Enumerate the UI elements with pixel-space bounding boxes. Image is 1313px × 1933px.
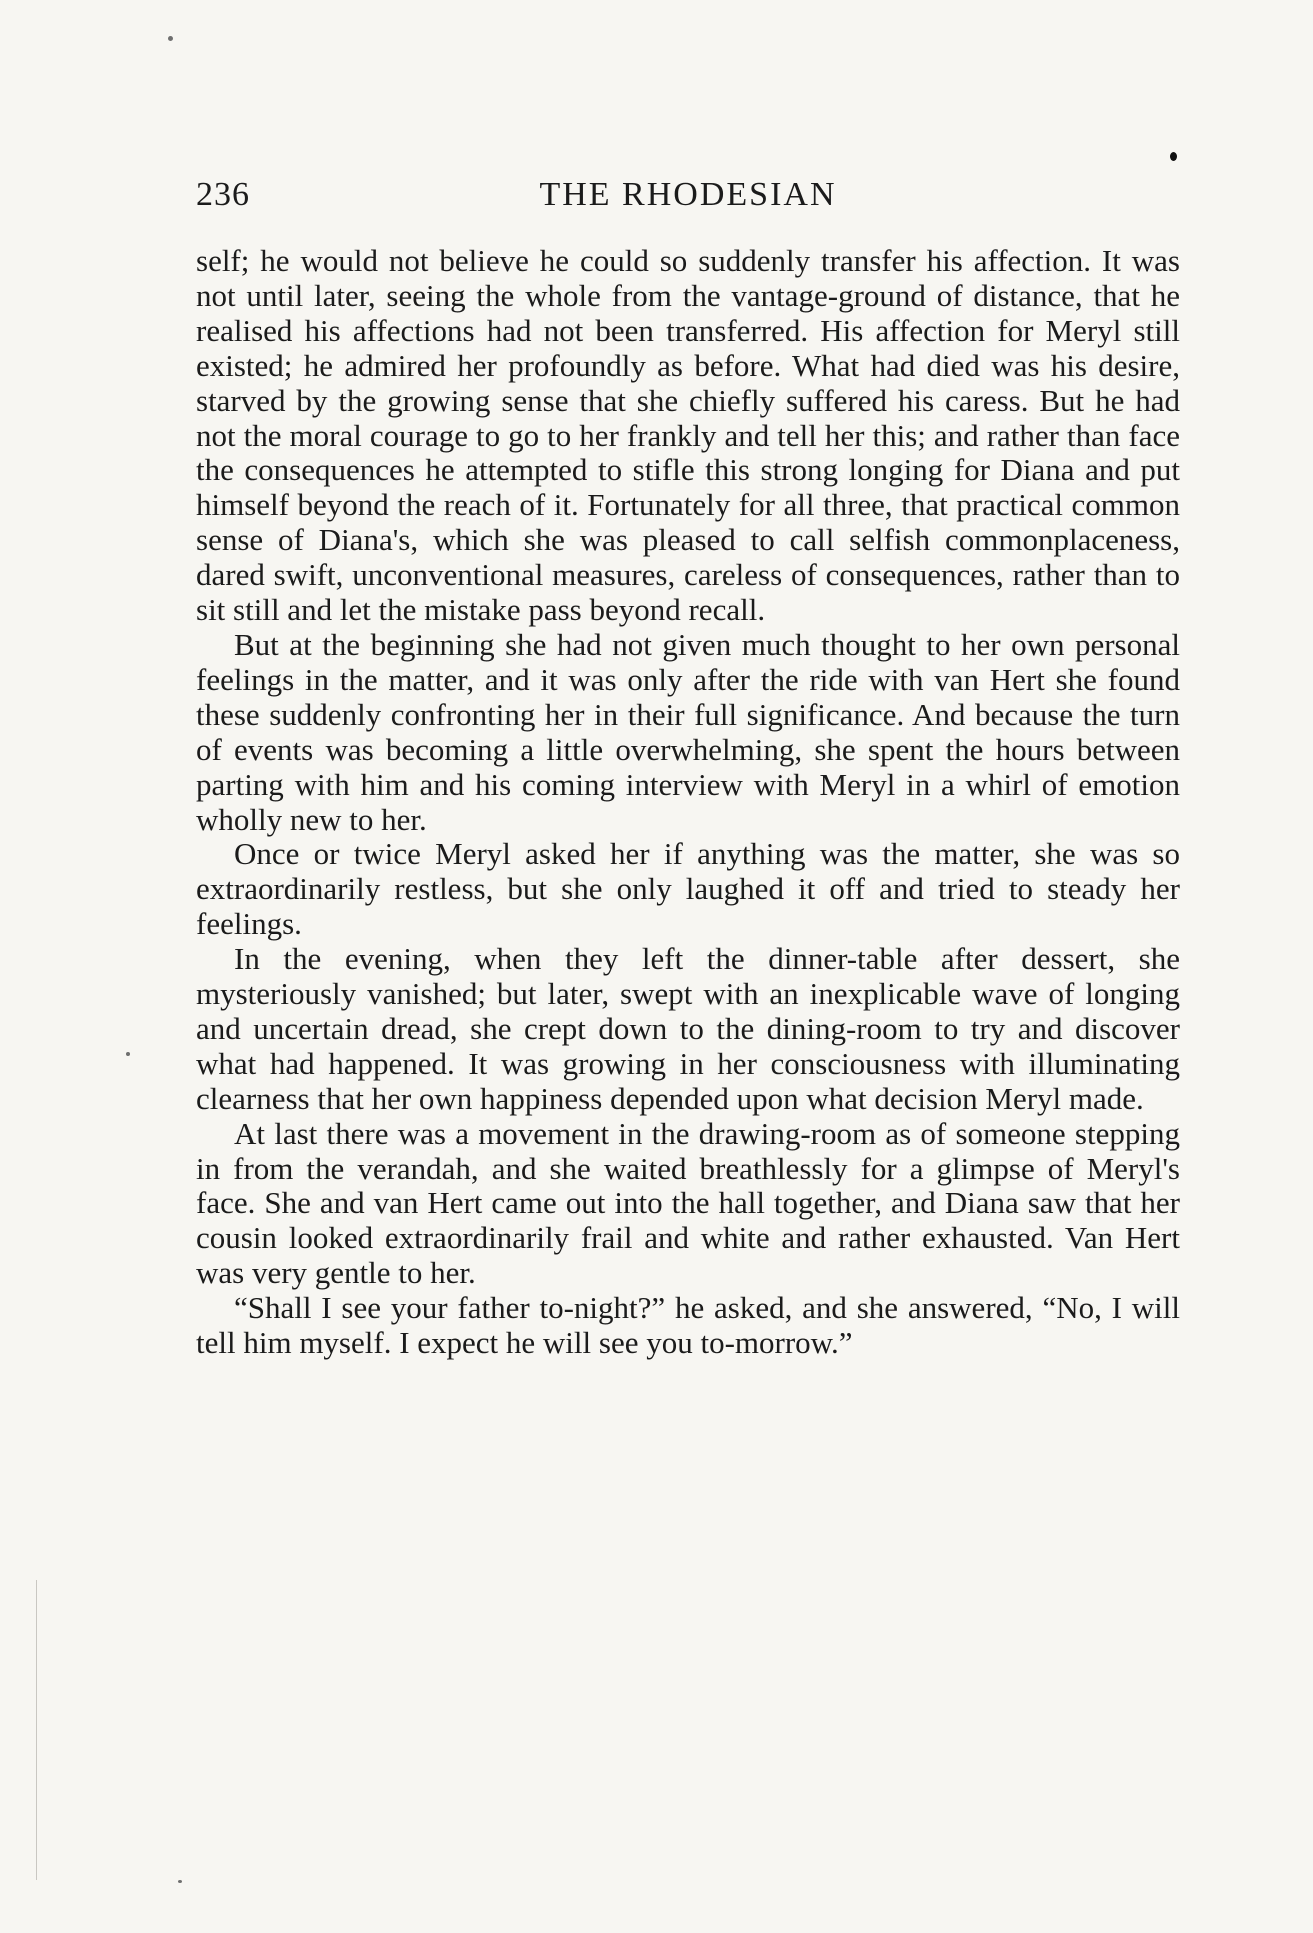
paragraph: But at the beginning she had not given much thought to her own personal feelings in the matter, and it was only after the ride with van Hert she found these suddenly confronting her in their full significance. And because the turn of events was becoming a little overwhelming, she spent the hours between parting with him and his coming interview with Meryl in a whirl of emotion wholly new to her. (196, 626, 1180, 837)
paragraph: “Shall I see your father to-night?” he asked, and she answered, “No, I will tell him myself. I expect he will see you to-morrow.” (196, 1290, 1180, 1361)
page-number: 236 (196, 176, 250, 213)
paragraph: Once or twice Meryl asked her if anything was the matter, she was so extraordinarily restless, but she only laughed it off and tried to steady her feelings. (196, 836, 1180, 942)
ink-speck (126, 1052, 130, 1056)
ink-speck (168, 36, 173, 41)
ink-speck (178, 1880, 182, 1883)
page-header (196, 176, 1180, 224)
paragraph: In the evening, when they left the dinner-table after dessert, she mysteriously vanished; but later, swept with an inexplicable wave of longing and uncertain dread, she crept down to the dining-room to try and discover what had happened. It was growing in her consciousness with illuminating clearness that her own happiness depended upon what decision Meryl made. (196, 941, 1180, 1116)
running-title: THE RHODESIAN (539, 176, 837, 213)
scan-margin-line (36, 1580, 37, 1880)
body-text (196, 244, 1180, 1361)
ink-speck (1170, 152, 1177, 161)
paragraph-continued: self; he would not believe he could so suddenly transfer his affection. It was not until later, seeing the whole from the vantage-ground of distance, that he realised his affections had not been transferred. His affection for Meryl still existed; he admired her profoundly as before. What had died was his desire, starved by the growing sense that she chiefly suffered his caress. But he had not the moral courage to go to her frankly and tell her this; and rather than face the consequences he attempted to stifle this strong longing for Diana and put himself beyond the reach of it. Fortunately for all three, that practical common sense of Diana's, which she was pleased to call selfish commonplaceness, dared swift, unconventional measures, careless of consequences, rather than to sit still and let the mistake pass beyond recall. (196, 243, 1180, 628)
paragraph: At last there was a movement in the drawing-room as of someone stepping in from the verandah, and she waited breathlessly for a glimpse of Meryl's face. She and van Hert came out into the hall together, and Diana saw that her cousin looked extraordinarily frail and white and rather exhausted. Van Hert was very gentle to her. (196, 1115, 1180, 1291)
